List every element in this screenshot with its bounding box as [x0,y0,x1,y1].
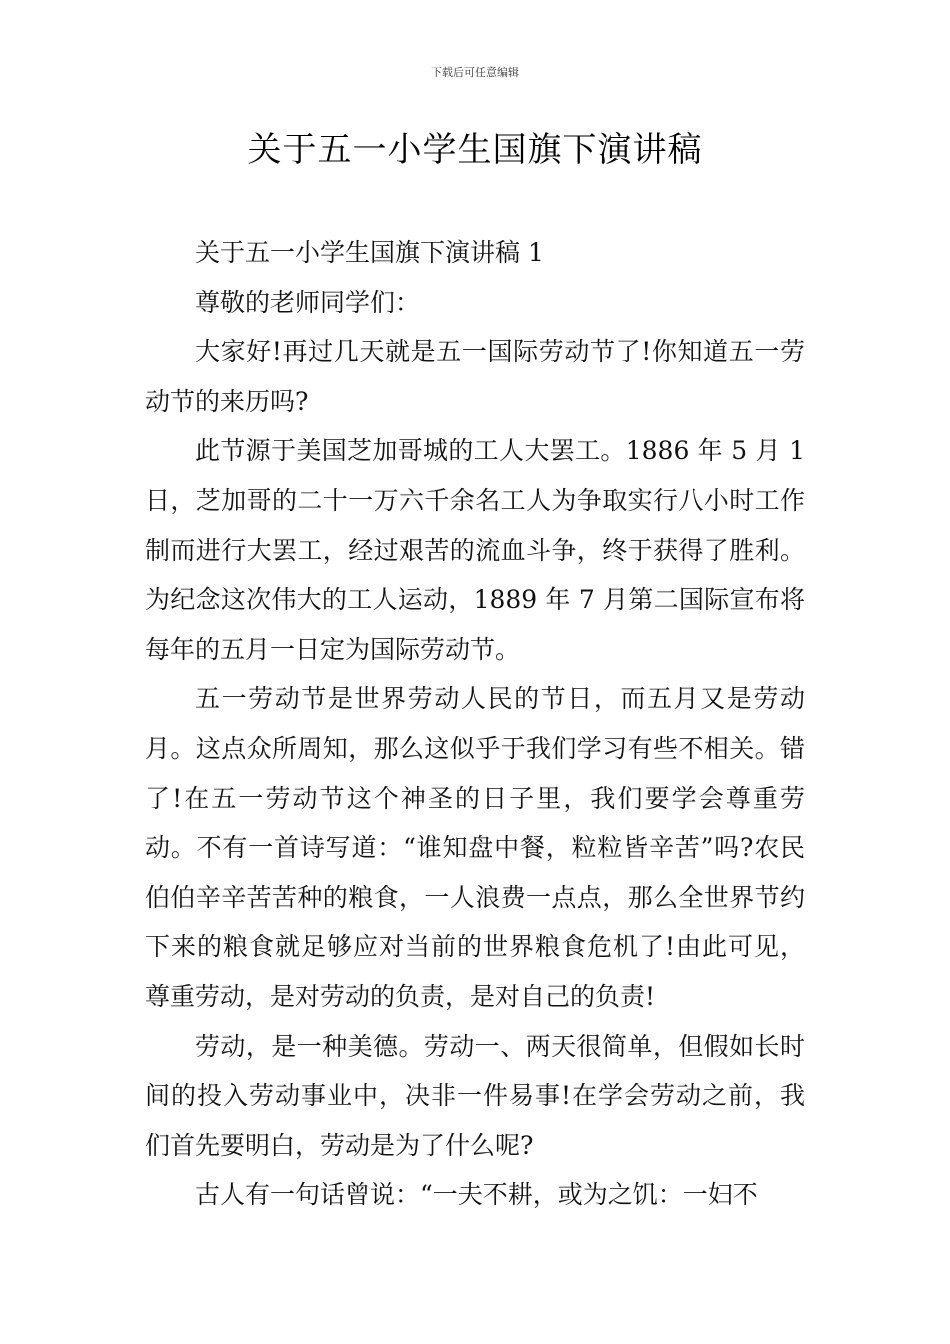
document-body [145,228,805,1220]
paragraph: 此节源于美国芝加哥城的工人大罢工。1886 年 5 月 1 日，芝加哥的二十一万六千余名工人为争取实行八小时工作制而进行大罢工，经过艰苦的流血斗争，终于获得了胜利。为纪念这次伟大的工人运动，1889 年 7 月第二国际宣布将每年的五月一日定为国际劳动节。 [145,436,805,664]
paragraph: 劳动，是一种美德。劳动一、两天很简单，但假如长时间的投入劳动事业中，决非一件易事!在学会劳动之前，我们首先要明白，劳动是为了什么呢? [145,1031,805,1160]
paragraph-heading: 关于五一小学生国旗下演讲稿 1 [195,238,544,267]
header-note: 下载后可任意编辑 [431,66,519,79]
paragraph: 五一劳动节是世界劳动人民的节日，而五月又是劳动月。这点众所周知，那么这似乎于我们学习有些不相关。错了!在五一劳动节这个神圣的日子里，我们要学会尊重劳动。不有一首诗写道：“谁知盘中餐，粒粒皆辛苦”吗?农民伯伯辛辛苦苦种的粮食，一人浪费一点点，那么全世界节约下来的粮食就足够应对当前的世界粮食危机了!由此可见，尊重劳动，是对劳动的负责，是对自己的负责! [145,684,805,1011]
paragraph: 大家好!再过几天就是五一国际劳动节了!你知道五一劳动节的来历吗? [145,337,805,416]
paragraph: 古人有一句话曾说：“一夫不耕，或为之饥：一妇不 [195,1180,758,1210]
document-title: 关于五一小学生国旗下演讲稿 [247,130,703,170]
paragraph-salutation: 尊敬的老师同学们： [195,287,421,317]
